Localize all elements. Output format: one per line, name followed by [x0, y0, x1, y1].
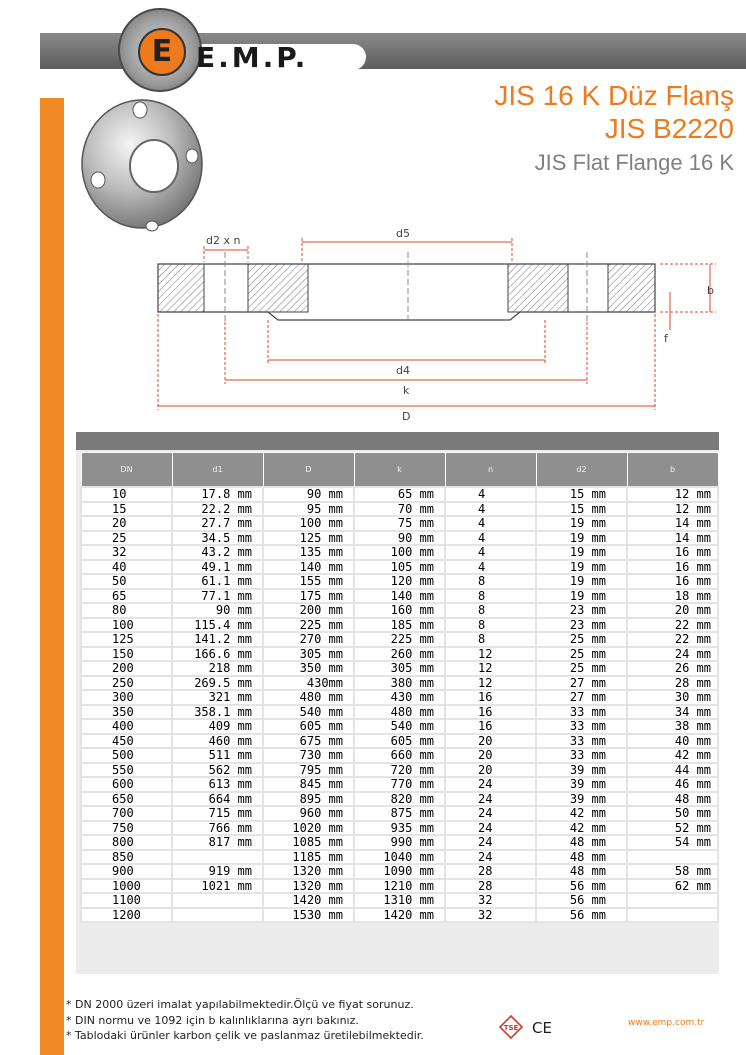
table-cell: 20 mm	[627, 603, 718, 618]
table-cell: 52 mm	[627, 821, 718, 836]
table-cell: 1090 mm	[354, 864, 445, 879]
label-d4: d4	[396, 364, 410, 377]
table-row	[81, 864, 718, 879]
table-cell: 766 mm	[172, 821, 263, 836]
table-cell: 33 mm	[536, 719, 627, 734]
table-row	[81, 821, 718, 836]
table-cell: 24	[445, 850, 536, 865]
table-cell: 115.4 mm	[172, 618, 263, 633]
table-cell: 27 mm	[536, 676, 627, 691]
table-cell: 24	[445, 777, 536, 792]
table-cell: 20	[445, 748, 536, 763]
table-cell: 48 mm	[536, 850, 627, 865]
table-cell: 875 mm	[354, 806, 445, 821]
table-cell: 19 mm	[536, 545, 627, 560]
table-cell: 1100	[81, 893, 172, 908]
table-cell: 39 mm	[536, 792, 627, 807]
table-cell: 200 mm	[263, 603, 354, 618]
table-cell: 24	[445, 821, 536, 836]
table-cell: 16 mm	[627, 574, 718, 589]
table-row	[81, 908, 718, 923]
table-cell: 56 mm	[536, 879, 627, 894]
table-row	[81, 792, 718, 807]
table-cell: 23 mm	[536, 603, 627, 618]
table-row	[81, 574, 718, 589]
table-cell	[627, 908, 718, 923]
table-row	[81, 676, 718, 691]
table-row	[81, 531, 718, 546]
table-cell: 19 mm	[536, 531, 627, 546]
table-cell: 54 mm	[627, 835, 718, 850]
table-cell: 919 mm	[172, 864, 263, 879]
table-cell: 850	[81, 850, 172, 865]
table-cell: 61.1 mm	[172, 574, 263, 589]
table-cell: 430mm	[263, 676, 354, 691]
table-cell: 46 mm	[627, 777, 718, 792]
table-cell: 15 mm	[536, 502, 627, 517]
table-cell: 17.8 mm	[172, 487, 263, 502]
table-cell: 16 mm	[627, 545, 718, 560]
table-cell: 40 mm	[627, 734, 718, 749]
column-header-d: D	[263, 453, 354, 488]
table-cell: 48 mm	[536, 835, 627, 850]
table-cell: 1530 mm	[263, 908, 354, 923]
table-cell: 42 mm	[627, 748, 718, 763]
table-cell: 50	[81, 574, 172, 589]
table-cell: 100 mm	[354, 545, 445, 560]
table-cell: 605 mm	[263, 719, 354, 734]
table-cell: 1000	[81, 879, 172, 894]
title-en: JIS Flat Flange 16 K	[534, 150, 734, 175]
table-cell: 700	[81, 806, 172, 821]
table-cell: 350	[81, 705, 172, 720]
table-cell: 4	[445, 560, 536, 575]
table-cell: 450	[81, 734, 172, 749]
table-row	[81, 603, 718, 618]
table-cell: 25	[81, 531, 172, 546]
table-cell	[172, 850, 263, 865]
table-cell: 25 mm	[536, 647, 627, 662]
table-cell: 900	[81, 864, 172, 879]
logo-emblem	[118, 8, 202, 92]
technical-drawing	[150, 222, 730, 432]
table-cell: 16	[445, 690, 536, 705]
table-row	[81, 705, 718, 720]
table-cell: 24	[445, 792, 536, 807]
table-cell: 33 mm	[536, 705, 627, 720]
table-cell: 19 mm	[536, 516, 627, 531]
table-row	[81, 618, 718, 633]
table-cell	[172, 893, 263, 908]
table-cell: 38 mm	[627, 719, 718, 734]
table-cell: 1200	[81, 908, 172, 923]
title-standard: JIS B2220	[604, 113, 734, 144]
table-cell: 8	[445, 632, 536, 647]
table-cell: 605 mm	[354, 734, 445, 749]
label-d5: d5	[396, 227, 410, 240]
flange-photo	[80, 92, 204, 232]
note-3: * Tablodaki ürünler karbon çelik ve paslanmaz üretilebilmektedir.	[66, 1029, 424, 1042]
table-cell: 480 mm	[263, 690, 354, 705]
table-cell: 664 mm	[172, 792, 263, 807]
table-cell: 650	[81, 792, 172, 807]
table-cell: 1320 mm	[263, 879, 354, 894]
table-cell: 105 mm	[354, 560, 445, 575]
table-cell: 34.5 mm	[172, 531, 263, 546]
table-cell: 1210 mm	[354, 879, 445, 894]
table-cell: 800	[81, 835, 172, 850]
table-cell: 1085 mm	[263, 835, 354, 850]
table-cell: 269.5 mm	[172, 676, 263, 691]
table-cell: 730 mm	[263, 748, 354, 763]
table-cell: 150	[81, 647, 172, 662]
table-cell: 12 mm	[627, 487, 718, 502]
table-cell: 225 mm	[354, 632, 445, 647]
table-cell: 49.1 mm	[172, 560, 263, 575]
table-cell: 12	[445, 647, 536, 662]
table-cell: 15 mm	[536, 487, 627, 502]
table-cell: 540 mm	[263, 705, 354, 720]
table-cell	[627, 893, 718, 908]
table-cell: 10	[81, 487, 172, 502]
table-row	[81, 632, 718, 647]
table-cell: 141.2 mm	[172, 632, 263, 647]
note-1: * DN 2000 üzeri imalat yapılabilmektedir.Ölçü ve fiyat sorunuz.	[66, 998, 414, 1011]
table-cell: 562 mm	[172, 763, 263, 778]
table-cell: 550	[81, 763, 172, 778]
table-cell: 43.2 mm	[172, 545, 263, 560]
table-cell: 44 mm	[627, 763, 718, 778]
table-cell: 200	[81, 661, 172, 676]
table-cell: 4	[445, 502, 536, 517]
table-cell: 80	[81, 603, 172, 618]
table-row	[81, 589, 718, 604]
table-cell: 33 mm	[536, 734, 627, 749]
table-cell: 14 mm	[627, 516, 718, 531]
table-cell: 8	[445, 603, 536, 618]
table-cell: 24	[445, 806, 536, 821]
table-row	[81, 647, 718, 662]
table-cell: 720 mm	[354, 763, 445, 778]
table-cell: 166.6 mm	[172, 647, 263, 662]
table-cell: 19 mm	[536, 560, 627, 575]
table-cell: 28	[445, 864, 536, 879]
column-header-d1: d1	[172, 453, 263, 488]
table-cell: 380 mm	[354, 676, 445, 691]
table-cell: 460 mm	[172, 734, 263, 749]
table-cell: 28	[445, 879, 536, 894]
table-cell: 817 mm	[172, 835, 263, 850]
table-cell: 34 mm	[627, 705, 718, 720]
table-cell: 28 mm	[627, 676, 718, 691]
column-header-n: n	[445, 453, 536, 488]
logo-letter: E	[138, 28, 186, 76]
table-row	[81, 690, 718, 705]
table-cell: 22 mm	[627, 618, 718, 633]
table-cell: 185 mm	[354, 618, 445, 633]
table-cell: 225 mm	[263, 618, 354, 633]
table-cell: 305 mm	[263, 647, 354, 662]
table-cell: 321 mm	[172, 690, 263, 705]
table-panel-header	[76, 432, 719, 450]
website-link[interactable]: www.emp.com.tr	[628, 1018, 705, 1028]
note-2: * DIN normu ve 1092 için b kalınlıklarına ayrı bakınız.	[66, 1013, 359, 1027]
tse-mark: TSE	[503, 1024, 519, 1032]
column-header-k: k	[354, 453, 445, 488]
table-cell: 1420 mm	[354, 908, 445, 923]
certification-marks	[498, 1014, 562, 1040]
table-cell: 750	[81, 821, 172, 836]
table-cell: 33 mm	[536, 748, 627, 763]
column-header-b: b	[627, 453, 718, 488]
table-cell: 90 mm	[354, 531, 445, 546]
table-cell: 4	[445, 487, 536, 502]
table-cell: 1040 mm	[354, 850, 445, 865]
table-cell: 32	[445, 908, 536, 923]
table-cell: 19 mm	[536, 589, 627, 604]
table-row	[81, 734, 718, 749]
title-tr: JIS 16 K Düz Flanş	[494, 80, 734, 111]
table-cell: 25 mm	[536, 632, 627, 647]
label-D: D	[402, 410, 411, 423]
table-cell: 960 mm	[263, 806, 354, 821]
table-row	[81, 893, 718, 908]
table-cell: 990 mm	[354, 835, 445, 850]
table-cell: 90 mm	[172, 603, 263, 618]
table-row	[81, 545, 718, 560]
table-row	[81, 502, 718, 517]
table-cell: 65	[81, 589, 172, 604]
table-cell: 20	[445, 734, 536, 749]
table-cell	[627, 850, 718, 865]
table-cell: 660 mm	[354, 748, 445, 763]
table-cell: 845 mm	[263, 777, 354, 792]
table-cell: 400	[81, 719, 172, 734]
table-cell: 27 mm	[536, 690, 627, 705]
table-cell: 56 mm	[536, 893, 627, 908]
table-cell: 20	[81, 516, 172, 531]
ce-mark: CE	[532, 1019, 552, 1037]
table-cell: 62 mm	[627, 879, 718, 894]
table-cell: 22 mm	[627, 632, 718, 647]
column-header-dn: DN	[81, 453, 172, 488]
table-cell: 25 mm	[536, 661, 627, 676]
table-row	[81, 748, 718, 763]
table-cell: 260 mm	[354, 647, 445, 662]
table-cell: 430 mm	[354, 690, 445, 705]
table-cell: 26 mm	[627, 661, 718, 676]
table-cell: 511 mm	[172, 748, 263, 763]
table-cell: 19 mm	[536, 574, 627, 589]
table-cell: 140 mm	[263, 560, 354, 575]
notes	[66, 997, 424, 1044]
table-cell: 1020 mm	[263, 821, 354, 836]
table-cell: 40	[81, 560, 172, 575]
table-cell: 8	[445, 574, 536, 589]
table-row	[81, 487, 718, 502]
table-cell: 20	[445, 763, 536, 778]
table-cell: 8	[445, 589, 536, 604]
table-row	[81, 879, 718, 894]
table-cell: 480 mm	[354, 705, 445, 720]
table-cell: 15	[81, 502, 172, 517]
table-cell: 90 mm	[263, 487, 354, 502]
table-cell: 218 mm	[172, 661, 263, 676]
table-cell: 409 mm	[172, 719, 263, 734]
table-cell: 12	[445, 661, 536, 676]
table-cell: 24 mm	[627, 647, 718, 662]
table-cell: 4	[445, 545, 536, 560]
table-cell: 125 mm	[263, 531, 354, 546]
table-cell: 715 mm	[172, 806, 263, 821]
table-cell: 16	[445, 705, 536, 720]
table-cell: 50 mm	[627, 806, 718, 821]
column-header-d2: d2	[536, 453, 627, 488]
table-row	[81, 777, 718, 792]
table-cell: 16 mm	[627, 560, 718, 575]
table-cell: 75 mm	[354, 516, 445, 531]
table-cell: 27.7 mm	[172, 516, 263, 531]
table-cell: 100	[81, 618, 172, 633]
table-cell: 12 mm	[627, 502, 718, 517]
table-cell: 120 mm	[354, 574, 445, 589]
label-d2n: d2 x n	[206, 234, 241, 247]
side-accent-bar	[40, 98, 64, 1055]
table-cell: 305 mm	[354, 661, 445, 676]
table-cell: 935 mm	[354, 821, 445, 836]
table-cell: 125	[81, 632, 172, 647]
table-cell: 1420 mm	[263, 893, 354, 908]
table-cell: 56 mm	[536, 908, 627, 923]
table-cell: 358.1 mm	[172, 705, 263, 720]
table-cell: 1185 mm	[263, 850, 354, 865]
table-cell: 24	[445, 835, 536, 850]
table-cell: 675 mm	[263, 734, 354, 749]
table-cell: 350 mm	[263, 661, 354, 676]
logo-text: E.M.P.	[196, 41, 309, 74]
dimensions-table	[80, 452, 719, 923]
table-cell: 795 mm	[263, 763, 354, 778]
table-cell: 4	[445, 531, 536, 546]
table-cell: 30 mm	[627, 690, 718, 705]
table-row	[81, 516, 718, 531]
table-cell: 95 mm	[263, 502, 354, 517]
table-cell: 175 mm	[263, 589, 354, 604]
table-cell: 895 mm	[263, 792, 354, 807]
table-row	[81, 806, 718, 821]
table-cell: 48 mm	[627, 792, 718, 807]
table-cell: 48 mm	[536, 864, 627, 879]
label-b: b	[707, 284, 714, 297]
table-cell: 77.1 mm	[172, 589, 263, 604]
table-cell: 135 mm	[263, 545, 354, 560]
table-cell: 250	[81, 676, 172, 691]
table-row	[81, 763, 718, 778]
table-row	[81, 661, 718, 676]
table-cell: 1320 mm	[263, 864, 354, 879]
label-k: k	[403, 384, 410, 397]
table-row	[81, 850, 718, 865]
table-cell: 155 mm	[263, 574, 354, 589]
table-cell: 65 mm	[354, 487, 445, 502]
table-cell: 18 mm	[627, 589, 718, 604]
table-cell: 4	[445, 516, 536, 531]
table-cell: 100 mm	[263, 516, 354, 531]
table-cell: 160 mm	[354, 603, 445, 618]
table-cell: 42 mm	[536, 821, 627, 836]
table-cell: 540 mm	[354, 719, 445, 734]
table-cell: 270 mm	[263, 632, 354, 647]
table-cell: 22.2 mm	[172, 502, 263, 517]
table-row	[81, 719, 718, 734]
table-row	[81, 835, 718, 850]
table-cell: 58 mm	[627, 864, 718, 879]
table-cell: 12	[445, 676, 536, 691]
table-cell: 820 mm	[354, 792, 445, 807]
table-cell: 39 mm	[536, 777, 627, 792]
table-cell: 500	[81, 748, 172, 763]
table-cell: 32	[445, 893, 536, 908]
table-cell: 14 mm	[627, 531, 718, 546]
table-cell: 613 mm	[172, 777, 263, 792]
table-cell: 70 mm	[354, 502, 445, 517]
table-cell	[172, 908, 263, 923]
table-cell: 770 mm	[354, 777, 445, 792]
table-cell: 300	[81, 690, 172, 705]
table-cell: 32	[81, 545, 172, 560]
table-header-row	[81, 453, 718, 488]
table-cell: 16	[445, 719, 536, 734]
table-cell: 600	[81, 777, 172, 792]
table-cell: 1310 mm	[354, 893, 445, 908]
table-cell: 1021 mm	[172, 879, 263, 894]
table-cell: 8	[445, 618, 536, 633]
table-row	[81, 560, 718, 575]
table-cell: 23 mm	[536, 618, 627, 633]
table-cell: 140 mm	[354, 589, 445, 604]
label-f: f	[664, 332, 668, 345]
table-cell: 42 mm	[536, 806, 627, 821]
table-cell: 39 mm	[536, 763, 627, 778]
